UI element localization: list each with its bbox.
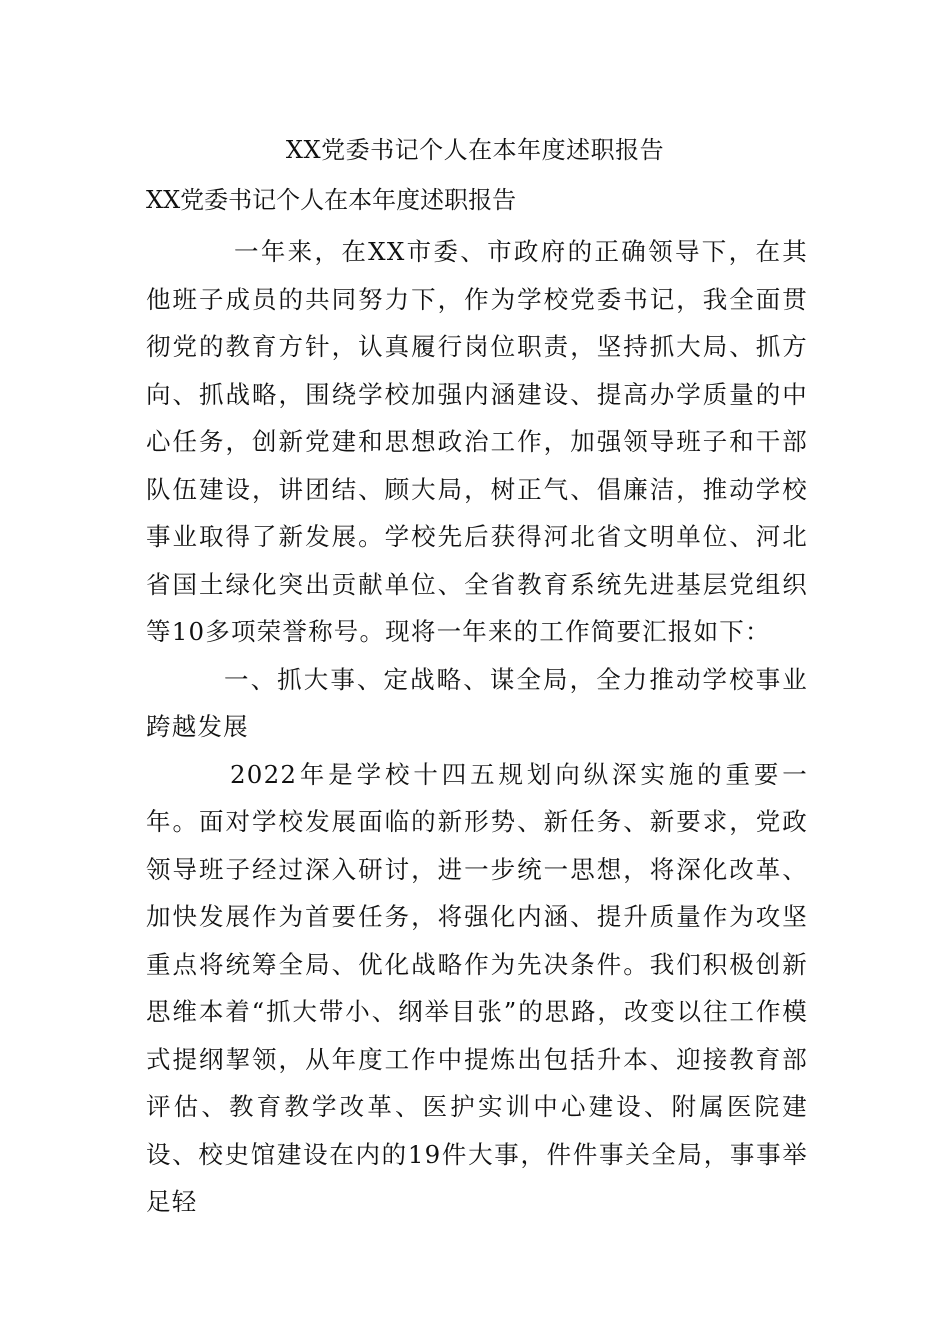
paragraph-section-1: 2022年是学校十四五规划向纵深实施的重要一年。面对学校发展面临的新形势、新任务、新要求，党政领导班子经过深入研讨，进一步统一思想，将深化改革、加快发展作为首要任务，将强化内涵、提升质量作为攻坚重点将统筹全局、优化战略作为先决条件。我们积极创新思维本着“抓大带小、纲举目张”的思路，改变以往工作模式提纲挈领，从年度工作中提炼出包括升本、迎接教育部评估、教育教学改革、医护实训中心建设、附属医院建设、校史馆建设在内的19件大事，件件事关全局，事事举足轻 <box>146 759 808 1216</box>
document-title: XX党委书记个人在本年度述职报告 <box>285 136 665 164</box>
paragraph-intro: 一年来，在XX市委、市政府的正确领导下，在其他班子成员的共同努力下，作为学校党委书记，我全面贯彻党的教育方针，认真履行岗位职责，坚持抓大局、抓方向、抓战略，围绕学校加强内涵建设、提高办学质量的中心任务，创新党建和思想政治工作，加强领导班子和干部队伍建设，讲团结、顾大局，树正气、倡廉洁，推动学校事业取得了新发展。学校先后获得河北省文明单位、河北省国土绿化突出贡献单位、全省教育系统先进基层党组织等10多项荣誉称号。现将一年来的工作简要汇报如下： <box>146 237 808 646</box>
section-heading-1: 一、抓大事、定战略、谋全局，全力推动学校事业跨越发展 <box>146 664 808 741</box>
document-subtitle: XX党委书记个人在本年度述职报告 <box>146 186 517 214</box>
document-body <box>146 228 808 1226</box>
